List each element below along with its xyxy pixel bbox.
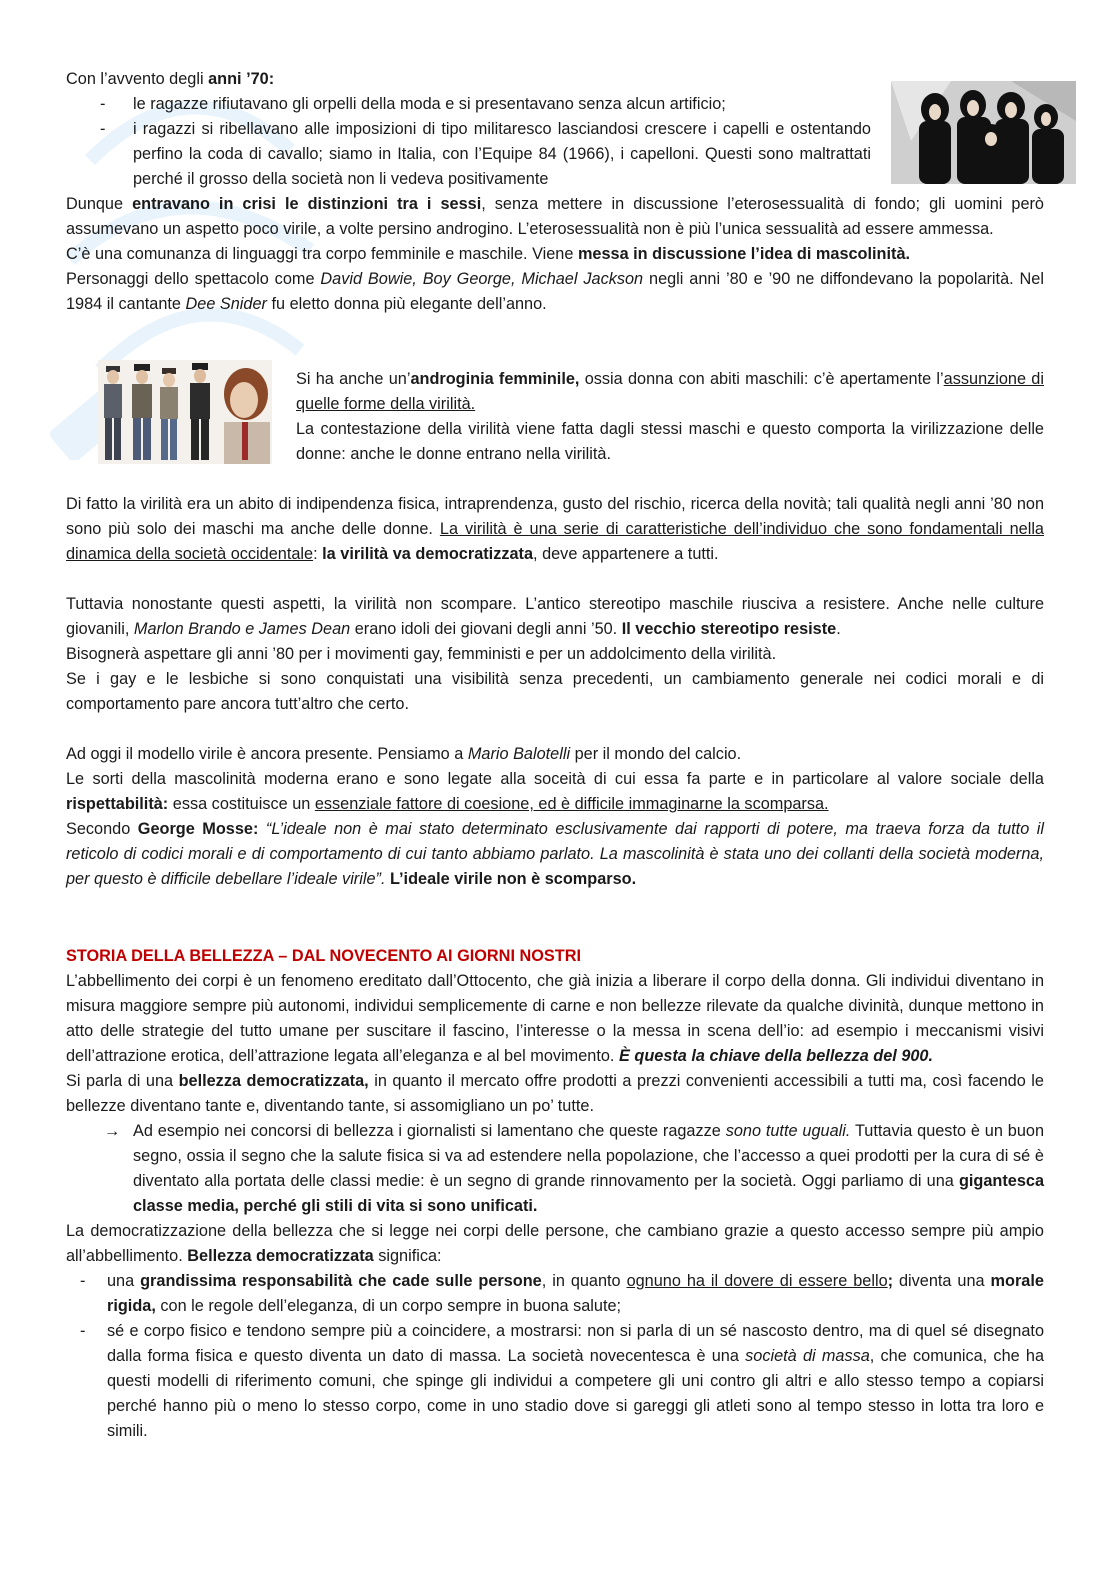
paragraph-visibility: Se i gay e le lesbiche si sono conquistati una visibilità senza precedenti, un cambiamento generale nei codici morali e di comportamento pare ancora tutt’altro che certo.	[66, 670, 1044, 713]
section-heading: STORIA DELLA BELLEZZA – DAL NOVECENTO AI GIORNI NOSTRI	[66, 947, 581, 965]
list-item-responsibility: - una grandissima responsabilità che cade sulle persone, in quanto ognuno ha il dovere di essere bello; diventa una morale rigida, con le regole dell’eleganza, di un corpo sempre in buona salute;	[80, 1272, 1044, 1315]
list-item-mass-society: - sé e corpo fisico e tendono sempre più a coincidere, a mostrarsi: non si parla di un sé nascosto dentro, ma di quel sé disegnato dalla forma fisica e questo diventa un dato di massa. La società novecentesca è una società di massa, che comunica, che ha questi modelli di riferimento comuni, che spinge gli individui a competere gli uni contro gli altri e allo stesso tempo a copiarsi perché hanno più o meno lo stesso corpo, come in uno stadio dove si gareggi gli atleti sono al tempo stesso in lotta tra loro e simili.	[80, 1322, 1045, 1440]
paragraph-movements: Bisognerà aspettare gli anni ’80 per i movimenti gay, femministi e per un addolcimento della virilità.	[66, 645, 777, 663]
paragraph-embellishment: L’abbellimento dei corpi è un fenomeno ereditato dall’Ottocento, che già inizia a liberare il corpo della donna. Gli individui diventano in misura maggiore sempre più autonomi, individui semplicemente di carne e non bellezze rilevate da qualche divinità, dunque mettono in atto delle strategie del tutto umane per suscitare il fascino, l’interesse o la messa in scena dell’io: ad esempio i meccanismi visivi dell’attrazione erotica, dell’attrazione legata all’eleganza e al bel movimento. È questa la chiave della bellezza del 900.	[66, 972, 1044, 1065]
paragraph-stereotype: Tuttavia nonostante questi aspetti, la virilità non scompare. L’antico stereotipo maschile riusciva a resistere. Anche nelle culture giovanili, Marlon Brando e James Dean erano idoli dei giovani degli anni ’50. Il vecchio stereotipo resiste.	[66, 595, 1044, 638]
paragraph-androgyny: Si ha anche un’androginia femminile, ossia donna con abiti maschili: c’è apertamente l’assunzione di quelle forme della virilità.	[296, 370, 1044, 413]
paragraph-crisis: Dunque entravano in crisi le distinzioni tra i sessi, senza mettere in discussione l’eterosessualità di fondo; gli uomini però assumevano un aspetto poco virile, a volte persino androgino. L’eterosessualità non è più l’unica sessualità ad essere ammessa.	[66, 195, 1044, 238]
paragraph-respectability: Le sorti della mascolinità moderna erano e sono legate alla soceità di cui essa fa parte e in particolare al valore sociale della rispettabilità: essa costituisce un essenziale fattore di coesione, ed è difficile immaginarne la scomparsa.	[66, 770, 1044, 813]
paragraph-celebrities: Personaggi dello spettacolo come David Bowie, Boy George, Michael Jackson negli anni ’80 e ’90 ne diffondevano la popolarità. Nel 1984 il cantante Dee Snider fu eletto donna più elegante dell’anno.	[66, 270, 1044, 313]
androgyny-photo	[98, 360, 272, 464]
paragraph-meaning: La democratizzazione della bellezza che si legge nei corpi delle persone, che cambiano grazie a questo accesso sempre più ampio all’abbellimento. Bellezza democratizzata significa:	[66, 1222, 1044, 1265]
band-photo-drawing	[891, 81, 1076, 184]
intro-bullet-2: - i ragazzi si ribellavano alle imposizioni di tipo militaresco lasciandosi crescere i capelli e ostentando perfino la coda di cavallo; siamo in Italia, con l’Equipe 84 (1966), i capelloni. Questi sono maltrattati perché il grosso della società non li vedeva positivamente	[100, 120, 871, 188]
band-photo	[891, 81, 1076, 184]
androgyny-photo-drawing	[98, 360, 272, 464]
arrow-icon: →	[104, 1122, 121, 1140]
section-masculinity	[66, 192, 1044, 317]
arrow-item-contests: → Ad esempio nei concorsi di bellezza i giornalisti si lamentano che queste ragazze sono tutte uguali. Tuttavia questo è un buon segno, ossia il segno che la salute fisica si va ad estendere nella popolazione, che l’accesso a quei prodotti per la cura di sé è diventato alla portata delle classi medie: è un segno di grande rinnovamento per la società. Oggi parliamo di una gigantesca classe media, perché gli stili di vita si sono unificati.	[66, 1119, 1044, 1219]
paragraph-language: C’è una comunanza di linguaggi tra corpo femminile e maschile. Viene messa in discussione l’idea di mascolinità.	[66, 245, 911, 263]
paragraph-democratized-beauty: Si parla di una bellezza democratizzata, in quanto il mercato offre prodotti a prezzi convenienti accessibili a tutti ma, così facendo le bellezze diventano tante e, diventando tante, si assomigliano un po’ tutte.	[66, 1072, 1044, 1115]
paragraph-virility-democratized: Di fatto la virilità era un abito di indipendenza fisica, intraprendenza, gusto del rischio, ricerca della novità; tali qualità negli anni ’80 non sono più solo dei maschi ma anche delle donne. La virilità è una serie di caratteristiche dell’individuo che sono fondamentali nella dinamica della società occidentale: la virilità va democratizzata, deve appartenere a tutti.	[66, 495, 1044, 563]
intro-section	[66, 67, 871, 192]
section-beauty	[66, 944, 1044, 1444]
section-virility	[66, 492, 1044, 892]
intro-bullet-1: - le ragazze rifiutavano gli orpelli della moda e si presentavano senza alcun artificio;	[100, 95, 726, 113]
intro-lead: Con l’avvento degli anni ’70:	[66, 70, 275, 88]
paragraph-balotelli: Ad oggi il modello virile è ancora presente. Pensiamo a Mario Balotelli per il mondo del calcio.	[66, 745, 742, 763]
paragraph-mosse-quote: Secondo George Mosse: “L’ideale non è mai stato determinato esclusivamente dai rapporti di potere, ma traeva forza da tutto il reticolo di codici morali e di comportamento di cui tanto abbiamo parlato. La mascolinità è stata uno dei collanti della società moderna, per questo è difficile debellare l’ideale virile”. L’ideale virile non è scomparso.	[66, 820, 1044, 888]
androgyny-section	[296, 367, 1044, 467]
paragraph-contestation: La contestazione della virilità viene fatta dagli stessi maschi e questo comporta la virilizzazione delle donne: anche le donne entrano nella virilità.	[296, 420, 1044, 463]
